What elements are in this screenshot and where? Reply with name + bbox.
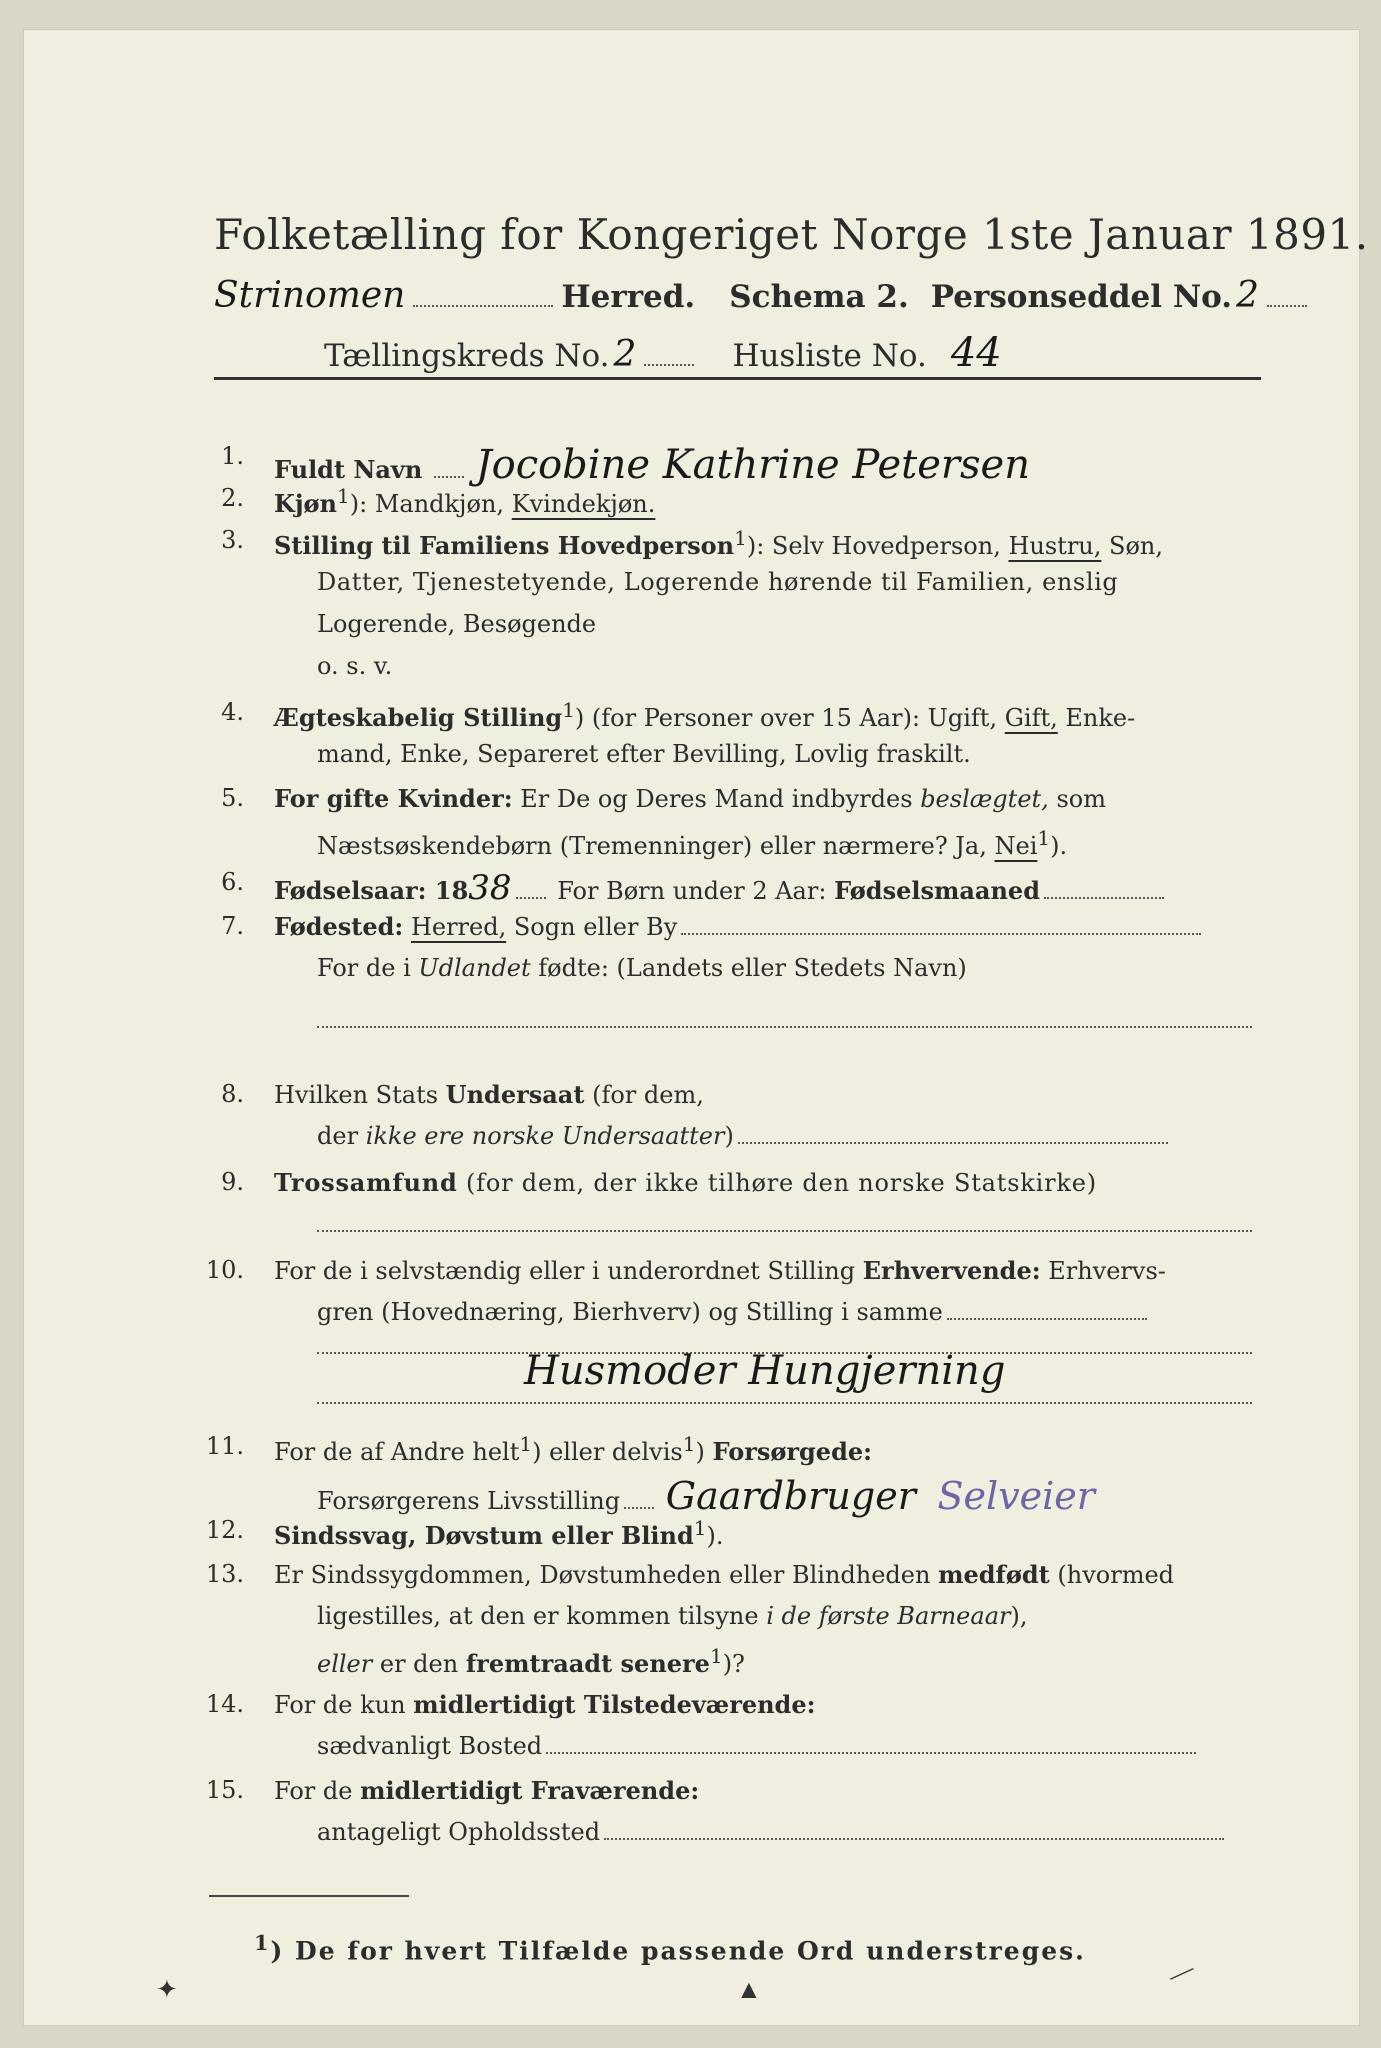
item-15-row-1 — [274, 1776, 699, 1805]
item-13-text-2b: ), — [1010, 1602, 1028, 1630]
item-11-text-2: Forsørgerens Livsstilling — [317, 1487, 621, 1515]
item-14-dots — [546, 1748, 1196, 1754]
item-14-number: 14. — [205, 1690, 244, 1718]
kreds-label: Tællingskreds No. — [324, 338, 610, 374]
item-11-text-1a: For de af Andre helt — [274, 1438, 520, 1466]
item-15-number: 15. — [205, 1776, 244, 1804]
item-10-text-1b: Erhvervs- — [1048, 1257, 1166, 1285]
item-4-row-1 — [274, 698, 1135, 732]
item-8-text-1c: (for dem, — [592, 1081, 704, 1109]
item-4-gift-underlined: Gift, — [1004, 704, 1058, 732]
item-2-option-male: Mandkjøn, — [374, 490, 505, 518]
item-6-text: For Børn under 2 Aar: — [557, 877, 827, 905]
item-6-label-2: Fødselsmaaned — [834, 876, 1040, 905]
item-13-text-2-italic: i de første Barneaar — [766, 1602, 1011, 1630]
item-2-number: 2. — [221, 484, 244, 512]
item-1-number: 1. — [221, 442, 244, 470]
item-7-number: 7. — [221, 912, 244, 940]
item-13-text-3-italic: eller — [317, 1650, 373, 1678]
item-2-option-female-underlined: Kvindekjøn. — [511, 490, 656, 518]
item-7-row-2 — [317, 954, 967, 982]
herred-name: Strinomen — [214, 275, 406, 316]
item-11-value-selveier: Selveier — [937, 1474, 1095, 1518]
item-2-row — [274, 484, 655, 518]
item-8-row-1 — [274, 1080, 704, 1109]
census-form-page — [24, 30, 1369, 2025]
item-3-row-3: Logerende, Besøgende — [317, 610, 597, 638]
personseddel-dots — [1267, 301, 1307, 307]
item-7-text: Sogn eller By — [513, 913, 678, 941]
item-14-label: midlertidigt Tilstedeværende: — [413, 1690, 816, 1719]
item-10-dots — [947, 1314, 1147, 1320]
item-6-number: 6. — [221, 868, 244, 896]
item-6-dots-1 — [516, 893, 546, 899]
item-15-text-2: antageligt Opholdssted — [317, 1818, 601, 1846]
item-11-dots — [624, 1503, 654, 1509]
item-5-row-2 — [317, 826, 1067, 860]
item-15-label: midlertidigt Fraværende: — [360, 1776, 700, 1805]
item-7-dots — [681, 929, 1201, 935]
item-13-text-3c: )? — [722, 1650, 745, 1678]
item-1-label: Fuldt Navn — [274, 455, 423, 484]
item-14-text-1a: For de kun — [274, 1691, 406, 1719]
herred-dots — [413, 301, 553, 307]
kreds-row — [324, 330, 1002, 376]
item-5-text-2b: ). — [1050, 832, 1068, 860]
item-3-row-2: Datter, Tjenestetyende, Logerende hørende til Familien, enslig — [317, 568, 1119, 596]
item-13-label: medfødt — [938, 1560, 1050, 1589]
item-13-footnote-ref: 1 — [709, 1644, 723, 1668]
item-4-number: 4. — [221, 698, 244, 726]
kreds-dots — [644, 360, 694, 366]
item-13-text-1a: Er Sindssygdommen, Døvstumheden eller Blindheden — [274, 1561, 931, 1589]
item-5-text-1: Er De og Deres Mand indbyrdes — [520, 785, 913, 813]
ink-mark-right: ⟋ — [1167, 1957, 1196, 1992]
item-15-text-1a: For de — [274, 1777, 353, 1805]
item-5-text-1b: som — [1056, 785, 1106, 813]
item-3-row-1 — [274, 526, 1163, 560]
item-9-row — [274, 1168, 1097, 1197]
item-10-text-2: gren (Hovednæring, Bierhverv) og Stilling i samme — [317, 1298, 943, 1326]
item-5-row-1 — [274, 784, 1106, 813]
item-3-footnote-ref: 1 — [734, 526, 747, 550]
item-8-text-2b: ) — [724, 1122, 734, 1150]
item-2-separator: ): — [349, 490, 375, 518]
item-7-text-2a: For de i — [317, 954, 411, 982]
footnote — [254, 1930, 1086, 1965]
herred-row — [214, 275, 1311, 316]
item-5-text-2: Næstsøskendebørn (Tremenninger) eller nærmere? Ja, — [317, 832, 987, 860]
item-9-label: Trossamfund — [274, 1168, 458, 1197]
item-2-label: Kjøn — [274, 489, 337, 518]
item-8-text-2-italic: ikke ere norske Undersaatter — [365, 1122, 725, 1150]
item-10-occupation-value: Husmoder Hungjerning — [524, 1348, 1006, 1394]
item-6-row — [274, 868, 1168, 908]
item-3-number: 3. — [221, 526, 244, 554]
item-4-text-1a: ) (for Personer over 15 Aar): Ugift, — [574, 704, 998, 732]
item-5-footnote-ref: 1 — [1037, 826, 1051, 850]
item-11-number: 11. — [205, 1432, 244, 1460]
item-1-dots — [434, 472, 464, 478]
item-11-footnote-ref-1: 1 — [519, 1432, 533, 1456]
item-13-number: 13. — [205, 1560, 244, 1588]
item-8-text-1a: Hvilken Stats — [274, 1081, 439, 1109]
item-10-row-2 — [317, 1298, 1151, 1326]
item-13-text-3-bold: fremtraadt senere — [465, 1649, 710, 1678]
item-12-row — [274, 1516, 724, 1550]
personseddel-label: Personseddel No. — [930, 279, 1233, 315]
item-11-row-2 — [317, 1474, 1095, 1518]
item-13-text-2a: ligestilles, at den er kommen tilsyne — [317, 1602, 759, 1630]
footnote-text: ) De for hvert Tilfælde passende Ord understreges. — [270, 1936, 1086, 1966]
item-7-herred-underlined: Herred, — [410, 913, 507, 941]
herred-label: Herred. — [561, 279, 696, 315]
item-8-number: 8. — [221, 1080, 244, 1108]
item-9-blank-line — [317, 1230, 1252, 1232]
footnote-marker: 1 — [254, 1930, 271, 1955]
item-12-number: 12. — [205, 1516, 244, 1544]
item-5-nei-underlined: Nei — [994, 832, 1038, 860]
item-12-footnote-ref: 1 — [693, 1516, 707, 1540]
item-12-text: ). — [706, 1522, 724, 1550]
schema-label: Schema 2. — [729, 279, 909, 315]
item-1-row — [274, 442, 1030, 488]
item-3-text-1b: Søn, — [1109, 532, 1163, 560]
item-14-row-2 — [317, 1732, 1200, 1760]
item-3-row-4: o. s. v. — [317, 652, 393, 680]
item-12-label: Sindssvag, Døvstum eller Blind — [274, 1521, 694, 1550]
item-13-row-1 — [274, 1560, 1174, 1589]
item-11-footnote-ref-2: 1 — [682, 1432, 696, 1456]
item-15-dots — [604, 1834, 1224, 1840]
item-8-dots — [738, 1138, 1168, 1144]
ink-mark-left: ✦ — [156, 1975, 178, 2004]
item-9-text: (for dem, der ikke tilhøre den norske Statskirke) — [465, 1169, 1097, 1197]
item-14-row-1 — [274, 1690, 815, 1719]
item-6-label: Fødselsaar: 18 — [274, 876, 469, 905]
kreds-number: 2 — [613, 334, 637, 375]
item-14-text-2: sædvanligt Bosted — [317, 1732, 543, 1760]
item-11-text-1b: ) eller delvis — [532, 1438, 683, 1466]
item-11-value-occupation: Gaardbruger — [665, 1474, 916, 1518]
item-8-row-2 — [317, 1122, 1172, 1150]
item-1-name-value: Jocobine Kathrine Petersen — [475, 442, 1030, 488]
item-10-number: 10. — [205, 1256, 244, 1284]
item-13-text-1b: (hvormed — [1057, 1561, 1175, 1589]
item-6-year-value: 38 — [468, 868, 512, 908]
item-3-text-1a: ): Selv Hovedperson, — [746, 532, 1001, 560]
ink-mark-center: ▲ — [736, 1975, 762, 2004]
item-13-text-3a: er den — [379, 1650, 459, 1678]
item-11-text-1c: ) — [695, 1438, 705, 1466]
item-5-label: For gifte Kvinder: — [274, 784, 513, 813]
husliste-label: Husliste No. — [732, 338, 927, 374]
item-4-label: Ægteskabelig Stilling — [274, 703, 563, 732]
form-title: Folketælling for Kongeriget Norge 1ste Januar 1891. — [214, 210, 1369, 259]
personseddel-number: 2 — [1236, 275, 1259, 316]
item-10-label: Erhvervende: — [862, 1256, 1041, 1285]
item-8-text-2a: der — [317, 1122, 359, 1150]
husliste-number: 44 — [950, 330, 1002, 376]
item-6-dots-2 — [1044, 893, 1164, 899]
item-3-hustru-underlined: Hustru, — [1008, 532, 1102, 560]
item-7-text-2b: fødte: (Landets eller Stedets Navn) — [538, 954, 967, 982]
item-11-row-1 — [274, 1432, 872, 1466]
item-13-row-3 — [317, 1644, 745, 1678]
item-15-row-2 — [317, 1818, 1228, 1846]
header-rule — [214, 377, 1261, 380]
item-5-number: 5. — [221, 784, 244, 812]
item-4-footnote-ref: 1 — [562, 698, 575, 722]
item-10-text-1a: For de i selvstændig eller i underordnet Stilling — [274, 1257, 856, 1285]
item-11-label: Forsørgede: — [712, 1437, 872, 1466]
item-2-footnote-ref: 1 — [337, 484, 350, 508]
item-10-blank-line-2 — [317, 1402, 1252, 1404]
footnote-rule — [209, 1895, 409, 1897]
item-8-label: Undersaat — [445, 1080, 585, 1109]
item-3-label: Stilling til Familiens Hovedperson — [274, 531, 735, 560]
item-13-row-2 — [317, 1602, 1027, 1630]
item-7-text-2-italic: Udlandet — [418, 954, 531, 982]
item-10-row-1 — [274, 1256, 1166, 1285]
item-4-row-2: mand, Enke, Separeret efter Bevilling, Lovlig fraskilt. — [317, 740, 971, 768]
item-7-blank-line — [317, 1026, 1252, 1028]
item-4-text-1b: Enke- — [1065, 704, 1136, 732]
item-7-label: Fødested: — [274, 912, 404, 941]
item-9-number: 9. — [221, 1168, 244, 1196]
item-7-row-1 — [274, 912, 1205, 941]
item-5-text-italic: beslægtet, — [920, 785, 1049, 813]
